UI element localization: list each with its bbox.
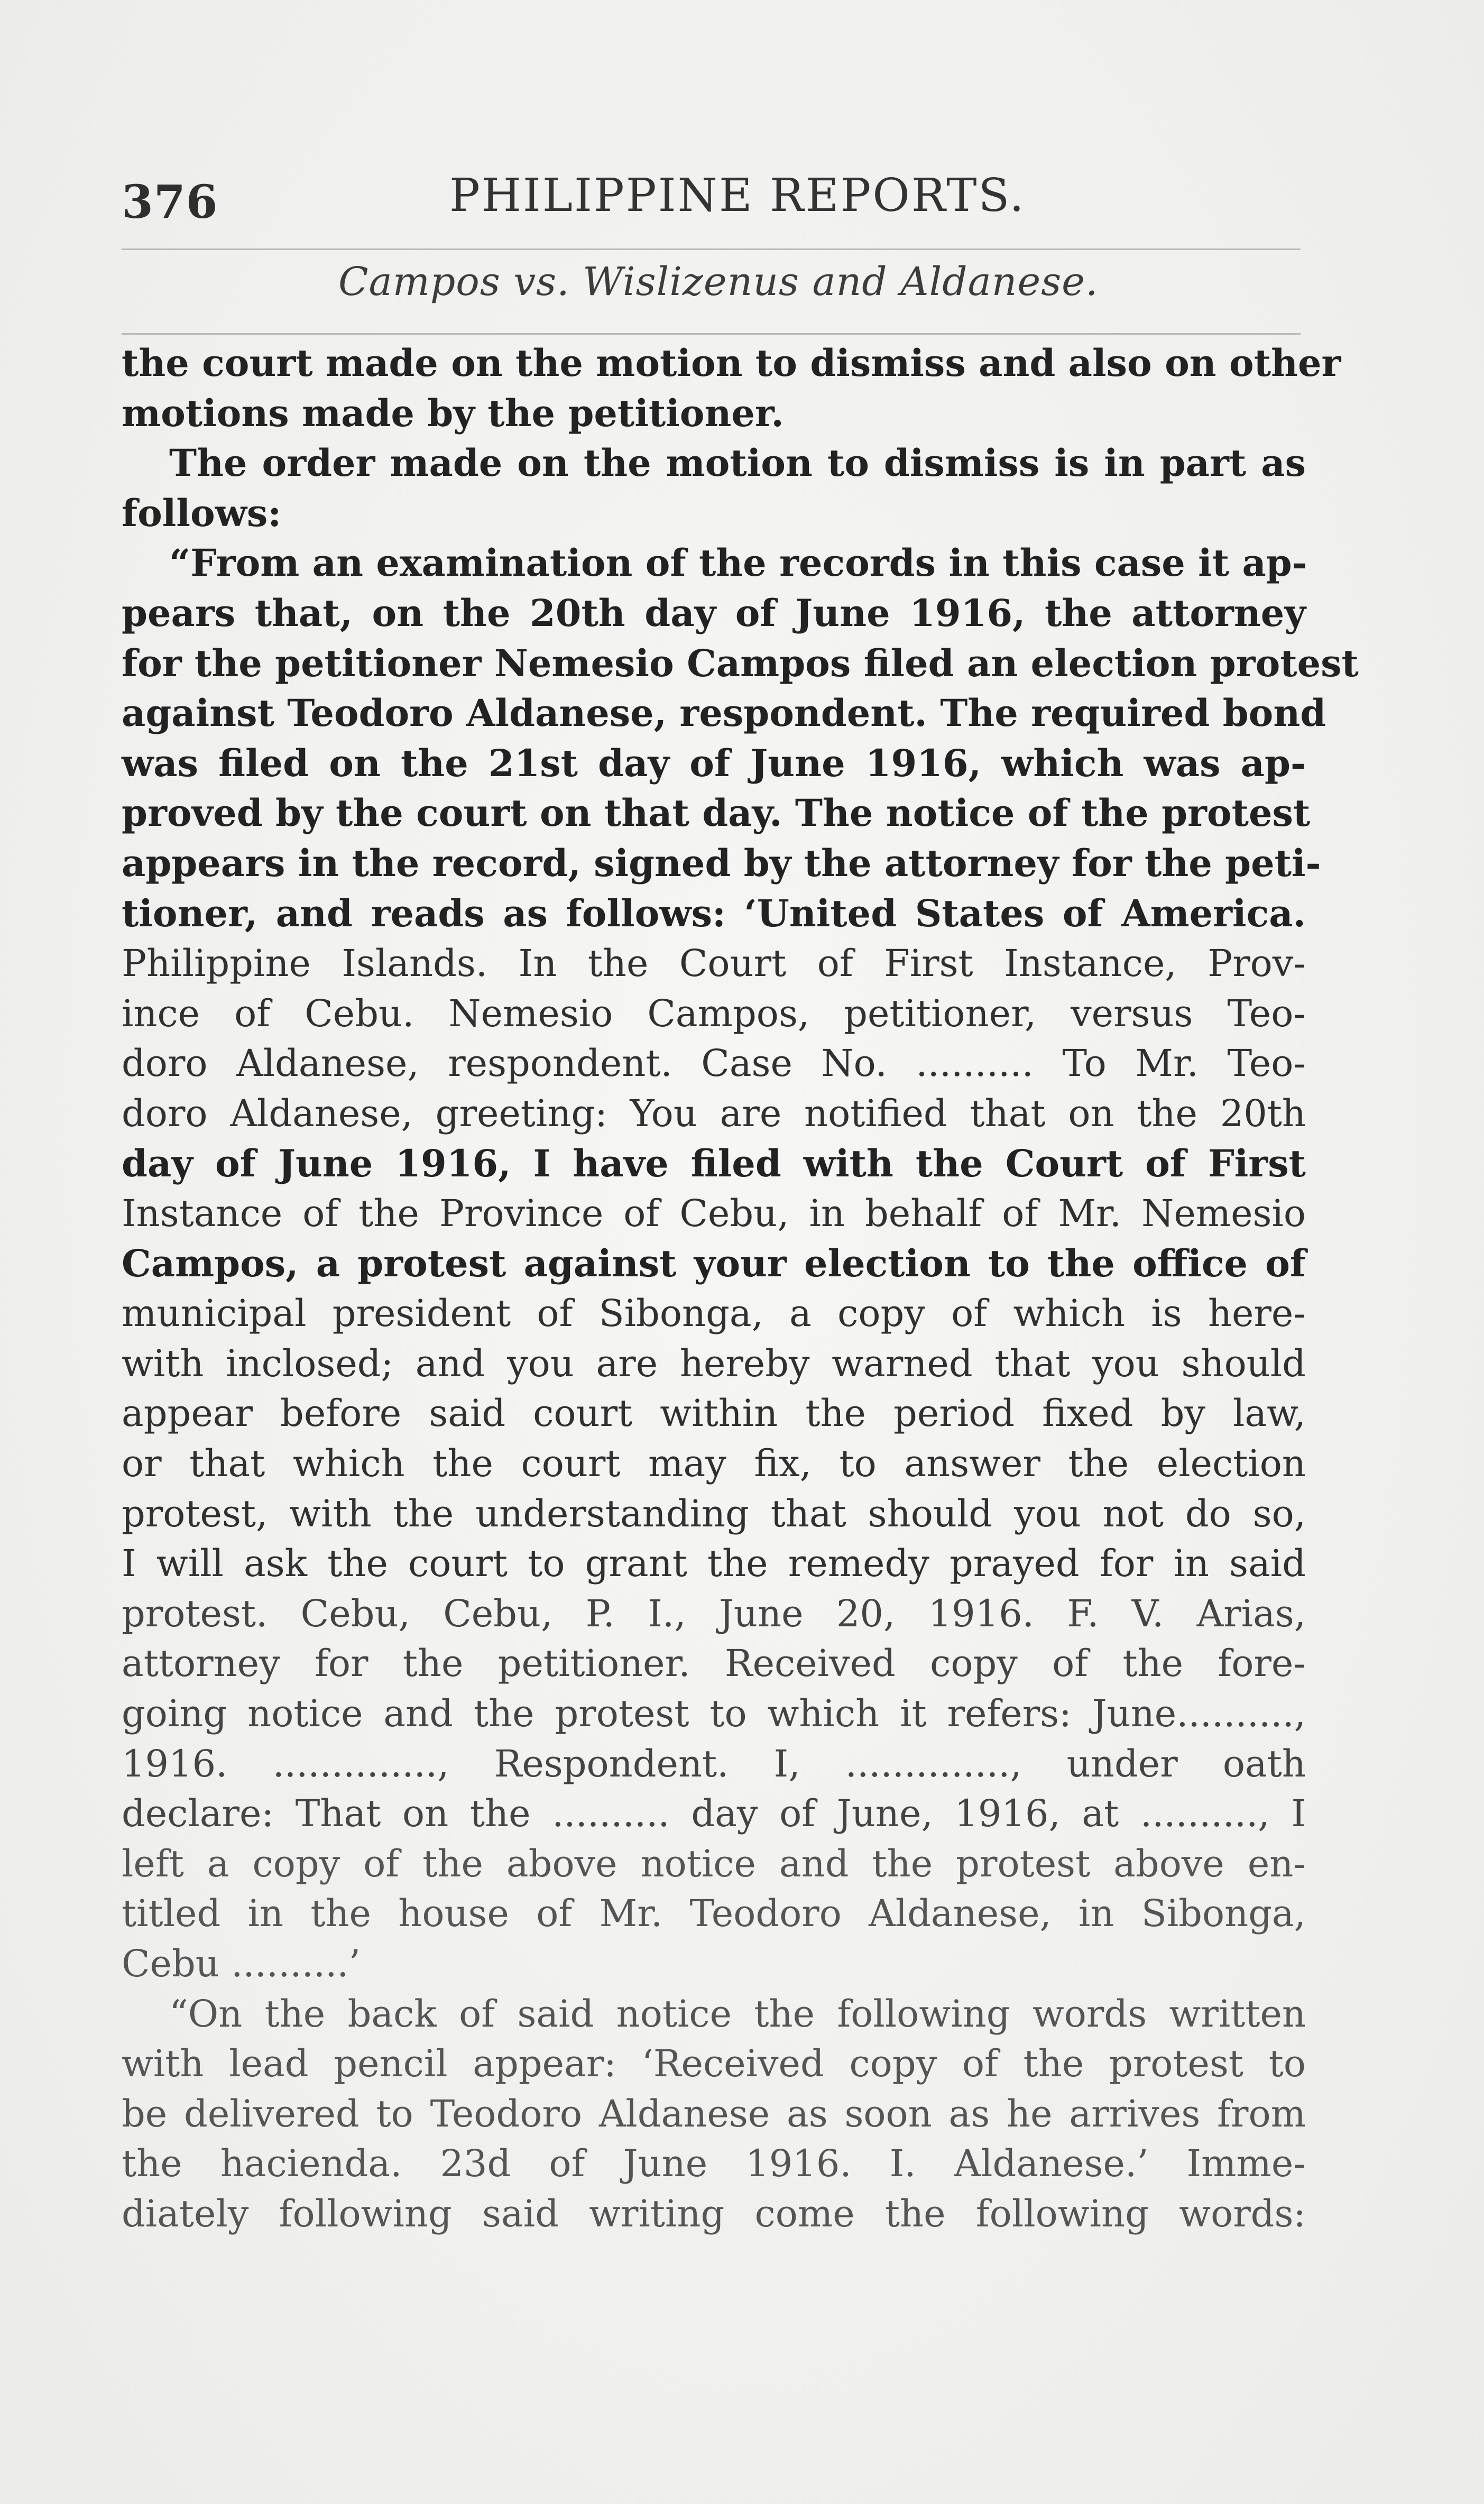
text-line: titled in the house of Mr. Teodoro Aldanese, in Sibonga, — [122, 1892, 1306, 1936]
text-line: follows: — [122, 491, 282, 535]
header-rule-bottom — [122, 333, 1301, 335]
text-line: with lead pencil appear: ‘Received copy of the protest to — [122, 2042, 1306, 2086]
page-header — [122, 169, 1295, 233]
text-line: I will ask the court to grant the remedy prayed for in said — [122, 1542, 1306, 1586]
text-line: doro Aldanese, greeting: You are notified that on the 20th — [122, 1091, 1306, 1135]
text-line: with inclosed; and you are hereby warned that you should — [122, 1341, 1306, 1385]
text-line: ince of Cebu. Nemesio Campos, petitioner, versus Teo- — [122, 991, 1306, 1035]
text-line: going notice and the protest to which it refers: June.........., — [122, 1692, 1306, 1736]
text-line: declare: That on the .......... day of June, 1916, at .........., I — [122, 1792, 1306, 1836]
text-line: or that which the court may fix, to answer the election — [122, 1442, 1306, 1486]
text-line: day of June 1916, I have filed with the Court of First — [122, 1141, 1306, 1185]
text-line: diately following said writing come the following words: — [122, 2192, 1306, 2235]
text-line: Campos, a protest against your election to the office of — [122, 1241, 1306, 1285]
text-line: be delivered to Teodoro Aldanese as soon as he arrives from — [122, 2092, 1306, 2135]
text-line: proved by the court on that day. The notice of the protest — [122, 791, 1311, 835]
text-line: the hacienda. 23d of June 1916. I. Aldanese.’ Imme- — [122, 2142, 1306, 2186]
text-line: for the petitioner Nemesio Campos filed an election protest — [122, 641, 1359, 685]
text-line: against Teodoro Aldanese, respondent. The required bond — [122, 691, 1326, 735]
text-line: Instance of the Province of Cebu, in behalf of Mr. Nemesio — [122, 1192, 1306, 1236]
text-line: doro Aldanese, respondent. Case No. .......... To Mr. Teo- — [122, 1042, 1306, 1085]
text-line: 1916. .............., Respondent. I, .............., under oath — [122, 1742, 1306, 1785]
text-line: appears in the record, signed by the attorney for the peti- — [122, 841, 1321, 885]
text-line: attorney for the petitioner. Received copy of the fore- — [122, 1642, 1306, 1686]
text-line: “On the back of said notice the following words written — [169, 1992, 1306, 2036]
body-text — [122, 338, 1359, 2239]
running-title: PHILIPPINE REPORTS. — [449, 169, 1026, 222]
text-line: appear before said court within the period fixed by law, — [122, 1392, 1306, 1435]
case-title: Campos vs. Wislizenus and Aldanese. — [338, 259, 1099, 305]
text-line: Philippine Islands. In the Court of First Instance, Prov- — [122, 942, 1306, 986]
text-line: The order made on the motion to dismiss is in part as — [169, 441, 1306, 485]
text-line: protest. Cebu, Cebu, P. I., June 20, 1916. F. V. Arias, — [122, 1591, 1306, 1635]
page-number: 376 — [122, 176, 218, 229]
text-line: municipal president of Sibonga, a copy of which is here- — [122, 1292, 1306, 1336]
text-line: protest, with the understanding that should you not do so, — [122, 1492, 1306, 1535]
text-line: the court made on the motion to dismiss and also on other — [122, 341, 1341, 385]
text-line: pears that, on the 20th day of June 1916, the attorney — [122, 591, 1306, 635]
text-line: left a copy of the above notice and the protest above en- — [122, 1842, 1306, 1885]
text-line: tioner, and reads as follows: ‘United States of America. — [122, 891, 1306, 935]
text-line: motions made by the petitioner. — [122, 391, 784, 435]
header-rule-top — [122, 248, 1301, 250]
text-line: “From an examination of the records in this case it ap- — [169, 541, 1307, 585]
text-line: Cebu ..........’ — [122, 1942, 361, 1985]
text-line: was filed on the 21st day of June 1916, which was ap- — [122, 741, 1306, 785]
